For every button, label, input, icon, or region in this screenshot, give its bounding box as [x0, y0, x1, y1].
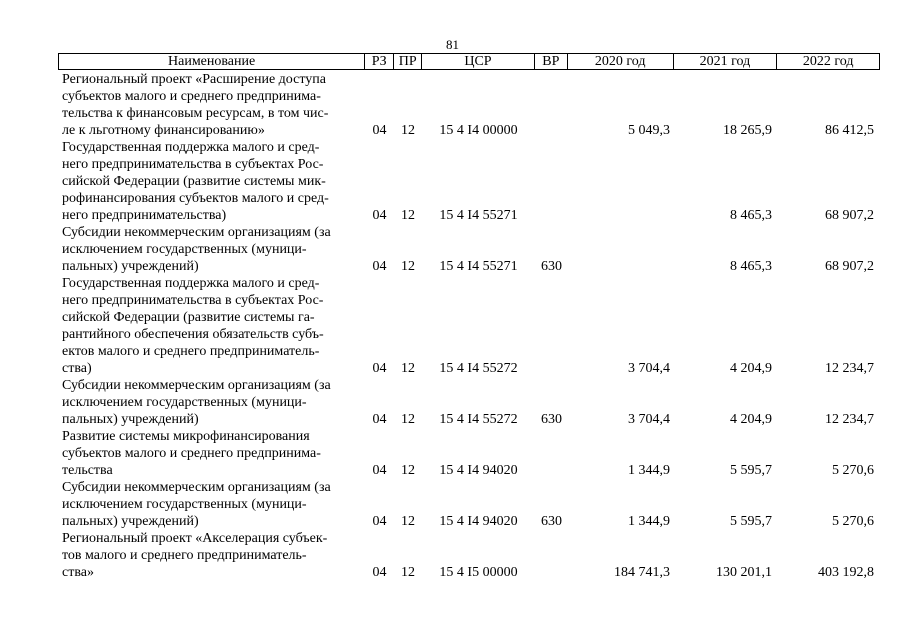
row-2021: 5 595,7 — [730, 514, 772, 529]
table-row — [58, 224, 880, 275]
row-2020: 184 741,3 — [614, 565, 670, 580]
row-2022: 68 907,2 — [825, 259, 874, 274]
row-csr: 15 4 I4 00000 — [439, 123, 518, 138]
row-csr: 15 4 I4 94020 — [439, 463, 518, 478]
row-2022: 12 234,7 — [825, 412, 874, 427]
page-number: 81 — [446, 37, 459, 52]
row-2020: 3 704,4 — [628, 361, 670, 376]
row-name: Развитие системы микрофинансирования субъектов малого и среднего предпринима- тельства — [62, 429, 321, 478]
row-2020: 1 344,9 — [628, 514, 670, 529]
row-2022: 403 192,8 — [818, 565, 874, 580]
row-2021: 130 201,1 — [716, 565, 772, 580]
row-pr: 12 — [401, 259, 415, 274]
table-row — [58, 71, 880, 139]
row-name: Субсидии некоммерческим организациям (за исключением государственных (муници- пальных) учреждений) — [62, 225, 331, 274]
row-pr: 12 — [401, 123, 415, 138]
row-rz: 04 — [372, 514, 387, 529]
row-rz: 04 — [372, 361, 387, 376]
header-2021: 2021 год — [674, 54, 778, 69]
table-row — [58, 275, 880, 377]
row-2020: 5 049,3 — [628, 123, 670, 138]
table-row — [58, 428, 880, 479]
row-2021: 5 595,7 — [730, 463, 772, 478]
table-row — [58, 139, 880, 224]
header-rz: РЗ — [365, 54, 394, 69]
row-pr: 12 — [401, 361, 415, 376]
row-2020: 1 344,9 — [628, 463, 670, 478]
row-2021: 8 465,3 — [730, 259, 772, 274]
table-header — [58, 53, 880, 70]
row-name: Субсидии некоммерческим организациям (за исключением государственных (муници- пальных) учреждений) — [62, 378, 331, 427]
row-vr: 630 — [541, 514, 562, 529]
row-2022: 68 907,2 — [825, 208, 874, 223]
row-2022: 5 270,6 — [832, 514, 874, 529]
row-2022: 12 234,7 — [825, 361, 874, 376]
row-2021: 8 465,3 — [730, 208, 772, 223]
row-name: Субсидии некоммерческим организациям (за исключением государственных (муници- пальных) учреждений) — [62, 480, 331, 529]
row-csr: 15 4 I4 94020 — [439, 514, 518, 529]
row-rz: 04 — [372, 565, 387, 580]
header-vr: ВР — [535, 54, 568, 69]
row-2021: 4 204,9 — [730, 361, 772, 376]
row-rz: 04 — [372, 123, 387, 138]
row-csr: 15 4 I4 55272 — [439, 361, 518, 376]
row-2022: 5 270,6 — [832, 463, 874, 478]
row-csr: 15 4 I4 55272 — [439, 412, 518, 427]
row-2022: 86 412,5 — [825, 123, 874, 138]
table-row — [58, 377, 880, 428]
row-2020: 3 704,4 — [628, 412, 670, 427]
row-csr: 15 4 I4 55271 — [439, 259, 518, 274]
row-vr: 630 — [541, 259, 562, 274]
header-csr: ЦСР — [422, 54, 535, 69]
row-pr: 12 — [401, 412, 415, 427]
header-2020: 2020 год — [568, 54, 674, 69]
row-2021: 4 204,9 — [730, 412, 772, 427]
row-pr: 12 — [401, 463, 415, 478]
row-csr: 15 4 I4 55271 — [439, 208, 518, 223]
row-rz: 04 — [372, 463, 387, 478]
row-csr: 15 4 I5 00000 — [439, 565, 518, 580]
row-vr: 630 — [541, 412, 562, 427]
table-row — [58, 479, 880, 530]
header-pr: ПР — [394, 54, 422, 69]
header-name: Наименование — [59, 54, 365, 69]
row-name: Региональный проект «Расширение доступа субъектов малого и среднего предпринима- тельства к финансовым ресурсам, в том чис- ле к льготному финансированию» — [62, 72, 329, 138]
row-pr: 12 — [401, 208, 415, 223]
row-name: Региональный проект «Акселерация субъек- тов малого и среднего предприниматель- ства» — [62, 531, 328, 580]
row-rz: 04 — [372, 259, 387, 274]
row-pr: 12 — [401, 565, 415, 580]
row-name: Государственная поддержка малого и сред- него предпринимательства в субъектах Рос- сийской Федерации (развитие системы мик- рофинансирования субъектов малого и сред- него предпринимательства) — [62, 140, 329, 223]
row-pr: 12 — [401, 514, 415, 529]
row-rz: 04 — [372, 412, 387, 427]
header-2022: 2022 год — [802, 54, 854, 69]
row-name: Государственная поддержка малого и сред- него предпринимательства в субъектах Рос- сийской Федерации (развитие системы га- рантийного обеспечения обязательств субъ- ектов малого и среднего предприниматель- ства) — [62, 276, 324, 376]
table-body — [58, 71, 880, 581]
row-rz: 04 — [372, 208, 387, 223]
row-2021: 18 265,9 — [723, 123, 772, 138]
table-row — [58, 530, 880, 581]
